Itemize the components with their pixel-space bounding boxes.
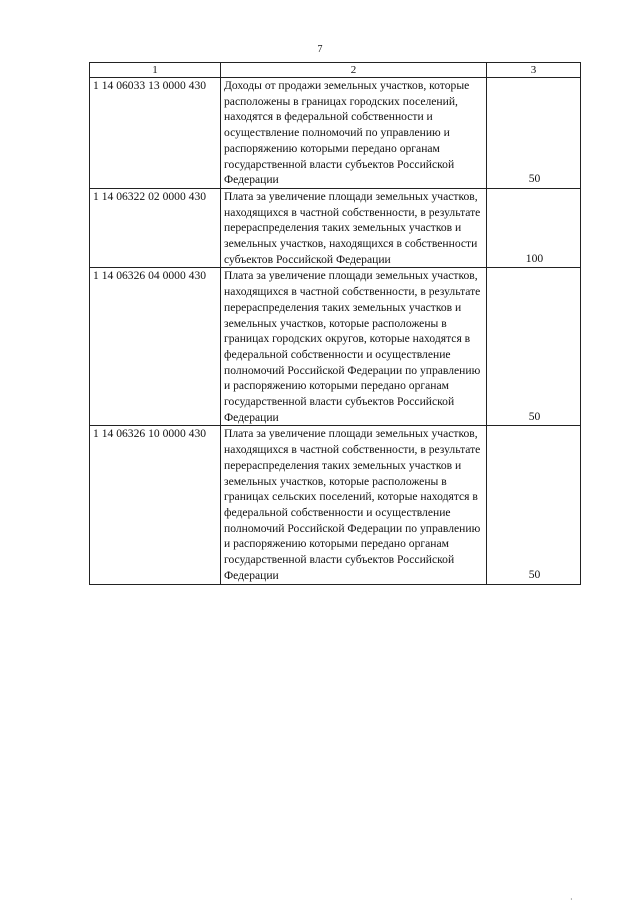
row-name: Плата за увеличение площади земельных участков, находящихся в частной собственности, в результате перераспределения таких земельных участков и земельных участков, находящихся в собственности субъектов Российской Федерации [221,188,487,268]
scan-mark: · [570,895,573,904]
revenue-table [89,62,581,585]
row-code: 1 14 06033 13 0000 430 [90,78,221,189]
table-row [90,78,581,189]
table-header-row [90,63,581,78]
row-code: 1 14 06326 04 0000 430 [90,268,221,426]
page-number: 7 [317,44,323,55]
header-col-3: 3 [487,63,581,78]
row-name: Доходы от продажи земельных участков, которые расположены в границах городских поселений, находятся в федеральной собственности и осуществление полномочий по управлению и распоряжению которыми передано органам государственной власти субъектов Российской Федерации [221,78,487,189]
row-name: Плата за увеличение площади земельных участков, находящихся в частной собственности, в результате перераспределения таких земельных участков и земельных участков, которые расположены в границах городских округов, которые находятся в федеральной собственности и осуществление полномочий Российской Федерации по управлению и распоряжению которыми передано органам государственной власти субъектов Российской Федерации [221,268,487,426]
table-row [90,268,581,426]
row-norm: 50 [487,268,581,426]
row-name: Плата за увеличение площади земельных участков, находящихся в частной собственности, в результате перераспределения таких земельных участков и земельных участков, которые расположены в границах сельских поселений, которые находятся в федеральной собственности и осуществление полномочий Российской Федерации по управлению и распоряжению которыми передано органам государственной власти субъектов Российской Федерации [221,426,487,584]
table-row [90,426,581,584]
row-code: 1 14 06326 10 0000 430 [90,426,221,584]
row-norm: 50 [487,426,581,584]
header-col-1: 1 [90,63,221,78]
header-col-2: 2 [221,63,487,78]
row-code: 1 14 06322 02 0000 430 [90,188,221,268]
row-norm: 100 [487,188,581,268]
row-norm: 50 [487,78,581,189]
table-row [90,188,581,268]
